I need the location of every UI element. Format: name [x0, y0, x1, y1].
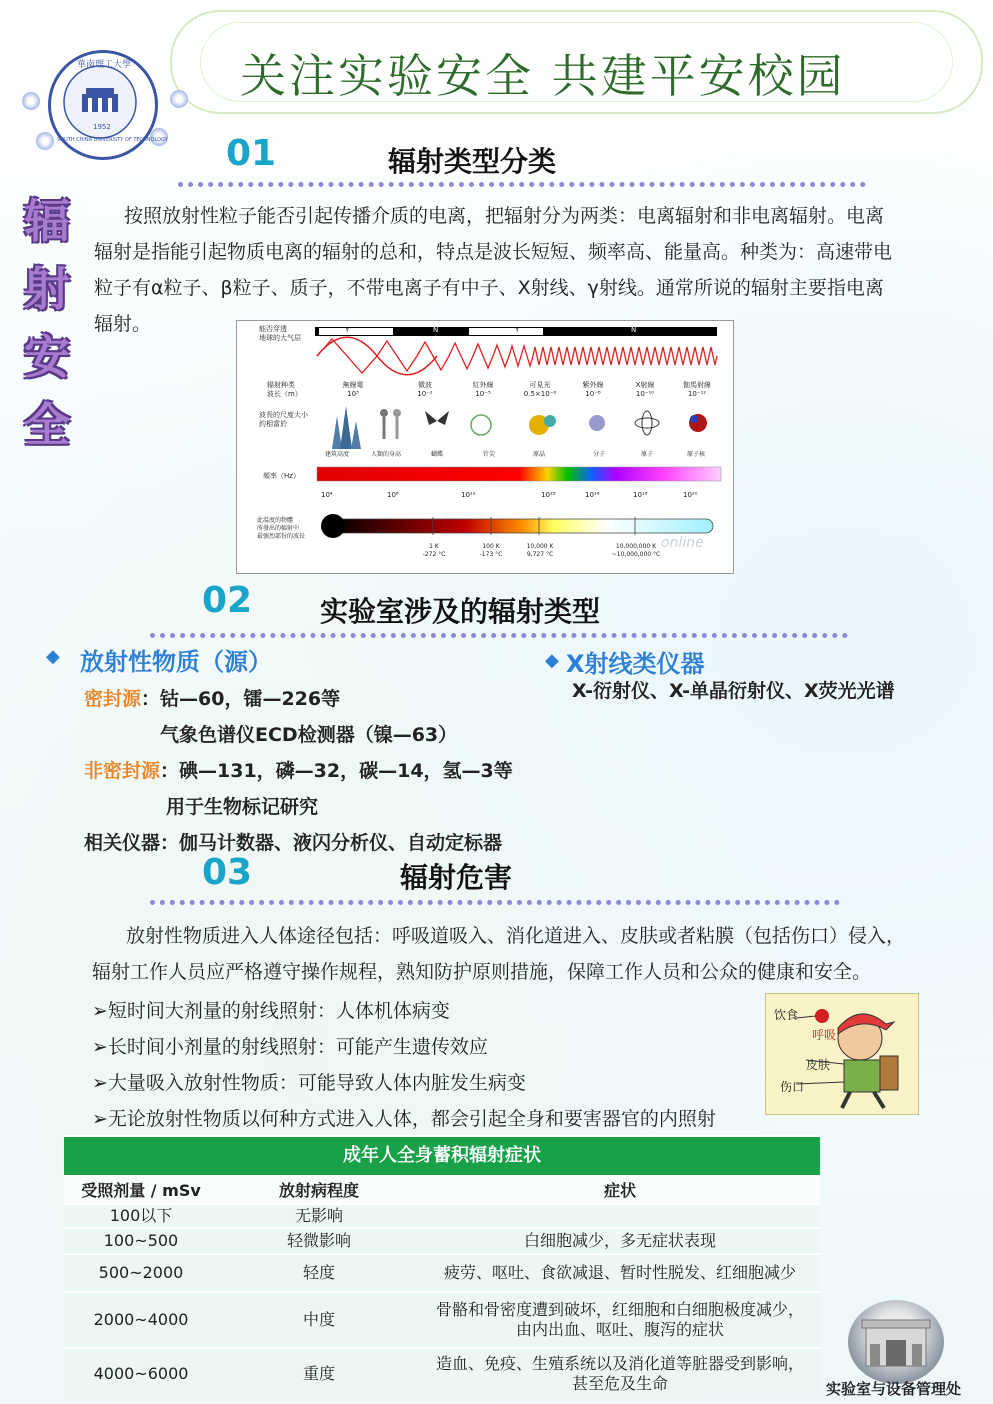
label-line: 所發出的輻射中: [257, 525, 300, 532]
freq-tick: 10¹⁸: [633, 491, 648, 499]
label-line: 最強烈部份的波長: [257, 533, 306, 540]
hazard-bullet: [92, 1032, 488, 1059]
side-title-char: 全: [24, 398, 70, 452]
flower-decoration: [170, 90, 188, 108]
symptom-line: 骨骼和骨密度遭到破坏，红细胞和白细胞极度减少，: [435, 1300, 804, 1319]
level-cell: 轻微影响: [218, 1228, 420, 1254]
label-line: 約相當於: [259, 420, 287, 428]
tick-c: -173 °C: [479, 551, 503, 558]
table-row: [64, 1228, 820, 1254]
symptom-cell: 疲劳、呕吐、食欲减退、暂时性脱发、红细胞减少: [420, 1254, 820, 1292]
label-line: 能否穿透: [259, 325, 287, 333]
freq-tick: 10²⁰: [683, 491, 698, 499]
hazard-text: 无论放射性物质以何种方式进入人体，都会引起全身和要害器官的内照射: [107, 1108, 716, 1130]
university-gate-image: [848, 1300, 944, 1384]
table-header: 受照剂量 / mSv: [64, 1175, 218, 1204]
radiation-type: [333, 381, 373, 399]
related-instruments: 相关仪器：伽马计数器、液闪分析仪、自动定标器: [84, 832, 503, 854]
section1-title: 辐射类型分类: [388, 145, 557, 178]
hazard-text: 大量吸入放射性物质：可能导致人体内脏发生病变: [107, 1072, 526, 1094]
frequency-label: 頻率（Hz）: [263, 472, 300, 480]
logo-year: 1952: [93, 123, 111, 131]
tick-c: 9,727 °C: [526, 551, 554, 558]
scale-item: 人類的身高: [371, 451, 402, 458]
temperature-tick: [473, 543, 509, 559]
tick-c: ~10,000,000 °C: [611, 551, 661, 558]
band-label: Y: [515, 326, 520, 334]
scale-item: 针尖: [483, 451, 496, 458]
dose-cell: 100以下: [64, 1204, 218, 1228]
side-title-char: 射: [24, 262, 70, 316]
tick-c: -272 °C: [422, 551, 446, 558]
paragraph-line: 放射性物质进入人体途径包括：呼吸道吸入、消化道进入、皮肤或者粘膜（包括伤口）侵入，: [126, 925, 906, 947]
type-wavelength: 0.5×10⁻⁶: [523, 390, 557, 398]
type-name: 無線電: [342, 381, 364, 389]
symptom-line: 由内出血、呕吐、腹泻的症状: [515, 1320, 724, 1339]
dose-cell: 100~500: [64, 1228, 218, 1254]
side-title-char: 辐: [24, 194, 70, 248]
scale-item: 建筑高度: [325, 451, 350, 458]
xray-heading: X射线类仪器: [566, 650, 705, 678]
cartoon-label: 伤口: [780, 1080, 805, 1094]
section1-divider: [178, 182, 866, 187]
type-name: 紅外線: [472, 381, 494, 389]
symptom-cell: [420, 1292, 820, 1348]
sealed-source-detail: 气象色谱仪ECD检测器（镍—63）: [160, 724, 458, 746]
level-cell: 中度: [218, 1292, 420, 1348]
section2-title: 实验室涉及的辐射类型: [320, 595, 601, 628]
hazard-text: 长时间小剂量的射线照射：可能产生遗传效应: [107, 1036, 488, 1058]
freq-tick: 10⁸: [387, 491, 399, 499]
table-header: 放射病程度: [218, 1175, 420, 1204]
side-title-char: 安: [24, 330, 70, 384]
hazard-text: 短时间大剂量的射线照射：人体机体病变: [107, 1000, 450, 1022]
unsealed-source-line: [84, 756, 513, 783]
radiation-symptom-table: [64, 1135, 820, 1398]
arrow-bullet-icon: ➢: [92, 1108, 108, 1130]
type-wavelength: 10⁻¹⁰: [635, 390, 655, 398]
type-wavelength: 10⁻⁵: [475, 390, 491, 398]
type-name: 伽馬射線: [683, 381, 711, 389]
freq-tick: 10¹⁵: [541, 491, 556, 499]
paragraph-line: 按照放射性粒子能否引起传播介质的电离，把辐射分为两类：电离辐射和非电离辐射。电离: [124, 205, 885, 227]
table-header-row: [64, 1175, 820, 1204]
label-line: 波長的尺度大小: [259, 411, 308, 419]
radiation-type: [625, 381, 665, 399]
level-cell: 无影响: [218, 1204, 420, 1228]
freq-tick: 10¹⁶: [585, 491, 600, 499]
section3-title: 辐射危害: [400, 861, 513, 894]
type-name: 可見光: [529, 381, 551, 389]
logo-text-cn: 華南理工大學: [77, 60, 132, 70]
level-cell: 重度: [218, 1348, 420, 1398]
cartoon-label: 皮肤: [806, 1058, 831, 1072]
section3-paragraph: [92, 918, 962, 990]
paragraph-line: 辐射。: [94, 313, 152, 335]
unsealed-source-label: 非密封源: [84, 760, 161, 782]
temperature-tick: [519, 543, 561, 559]
spectrum-row1-label: [259, 325, 301, 343]
watermark: online: [661, 535, 704, 551]
paragraph-line: 辐射是指能引起物质电离的辐射的总和，特点是波长短短、频率高、能量高。种类为：高速带电: [94, 241, 893, 263]
table-header: 症状: [420, 1175, 820, 1204]
symptom-cell: [420, 1348, 820, 1398]
tick-k: 1 K: [429, 543, 439, 550]
freq-tick: 10⁴: [321, 491, 333, 499]
exposure-routes-cartoon: [765, 993, 919, 1115]
diamond-bullet-icon: ◆: [46, 646, 60, 667]
tick-k: 100 K: [482, 543, 500, 550]
dose-cell: 4000~6000: [64, 1348, 218, 1398]
radiation-type: [405, 381, 445, 399]
scale-item: 分子: [593, 451, 606, 458]
radiation-type: [573, 381, 613, 399]
paragraph-line: 粒子有α粒子、β粒子、质子，不带电离子有中子、X射线、γ射线。通常所说的辐射主要指电离: [94, 277, 884, 299]
section3-number: 03: [202, 852, 253, 893]
spectrum-row2-label: [267, 381, 302, 399]
level-cell: 轻度: [218, 1254, 420, 1292]
unsealed-source-detail: 用于生物标记研究: [166, 796, 319, 818]
section3-divider: [150, 900, 840, 905]
section2-divider: [150, 633, 848, 638]
table-row: [64, 1292, 820, 1348]
page-title: 关注实验安全 共建平安校园: [240, 49, 846, 103]
hazard-bullet: [92, 1068, 526, 1095]
type-name: X射線: [635, 381, 655, 389]
section1-number: 01: [226, 133, 277, 174]
symptom-cell: 白细胞减少，多无症状表现: [420, 1228, 820, 1254]
paragraph-line: 辐射工作人员应严格遵守操作规程，熟知防护原则措施，保障工作人员和公众的健康和安全。: [92, 961, 872, 983]
type-wavelength: 10⁻⁸: [585, 390, 601, 398]
office-name: 实验室与设备管理处: [826, 1380, 962, 1398]
temperature-tick: [603, 543, 669, 559]
dose-cell: 500~2000: [64, 1254, 218, 1292]
diamond-bullet-icon: ◆: [545, 650, 559, 671]
cartoon-label: 呼吸: [812, 1028, 837, 1042]
freq-tick: 10¹²: [461, 491, 476, 499]
arrow-bullet-icon: ➢: [92, 1000, 108, 1022]
section2-number: 02: [202, 580, 253, 621]
table-caption: 成年人全身蓄积辐射症状: [64, 1136, 820, 1175]
table-row: [64, 1348, 820, 1398]
side-title: [22, 192, 72, 464]
university-logo: [48, 50, 168, 160]
logo-text-en: SOUTH CHINA UNIVERSITY OF TECHNOLOGY: [57, 137, 168, 143]
symptom-line: 造血、免疫、生殖系统以及消化道等脏器受到影响，: [435, 1353, 804, 1373]
symptom-cell: [420, 1204, 820, 1228]
label-line: 辐射种类: [267, 381, 295, 389]
table-row: [64, 1204, 820, 1228]
type-name: 紫外線: [582, 381, 604, 389]
radiation-type: [515, 381, 565, 399]
dose-cell: 2000~4000: [64, 1292, 218, 1348]
type-wavelength: 10⁻²: [417, 390, 433, 398]
sealed-source-line: [84, 684, 340, 711]
em-spectrum-figure: [236, 320, 734, 574]
scale-item: 原子: [641, 451, 654, 458]
cartoon-label: 饮食: [774, 1008, 799, 1022]
band-label: N: [631, 326, 637, 334]
tick-k: 10,000 K: [526, 543, 554, 550]
xray-instruments: X-衍射仪、X-单晶衍射仪、X荧光光谱: [572, 680, 895, 702]
scale-item: 原子核: [687, 451, 706, 458]
flower-decoration: [22, 92, 40, 110]
type-wavelength: 10³: [347, 390, 359, 398]
spectrum-row3-label: [259, 411, 308, 429]
scale-item: 原晶: [533, 451, 546, 458]
label-line: 地球的大气层: [259, 334, 301, 342]
hazard-bullet: [92, 996, 450, 1023]
arrow-bullet-icon: ➢: [92, 1072, 108, 1094]
temperature-tick: [417, 543, 451, 559]
type-name: 微波: [418, 381, 432, 389]
radioactive-source-heading: 放射性物质（源）: [80, 648, 272, 676]
label-line: 波长（m）: [267, 390, 302, 398]
temperature-label: [257, 517, 305, 541]
radiation-type: [463, 381, 503, 399]
label-line: 此温度的物體: [257, 517, 294, 524]
band-label: N: [433, 326, 439, 334]
scale-item: 蝴蝶: [431, 451, 444, 458]
hazard-bullet: [92, 1104, 716, 1131]
table-row: [64, 1254, 820, 1292]
unsealed-source-text: ：碘—131，磷—32，碳—14，氢—3等: [160, 760, 513, 782]
band-label: Y: [345, 326, 350, 334]
radiation-type: [673, 381, 721, 399]
arrow-bullet-icon: ➢: [92, 1036, 108, 1058]
tick-k: 10,000,000 K: [615, 543, 657, 550]
type-wavelength: 10⁻¹²: [687, 390, 707, 398]
sealed-source-label: 密封源: [84, 688, 142, 710]
symptom-line: 甚至危及生命: [571, 1373, 668, 1393]
sealed-source-text: ：钴—60，镭—226等: [141, 688, 341, 710]
